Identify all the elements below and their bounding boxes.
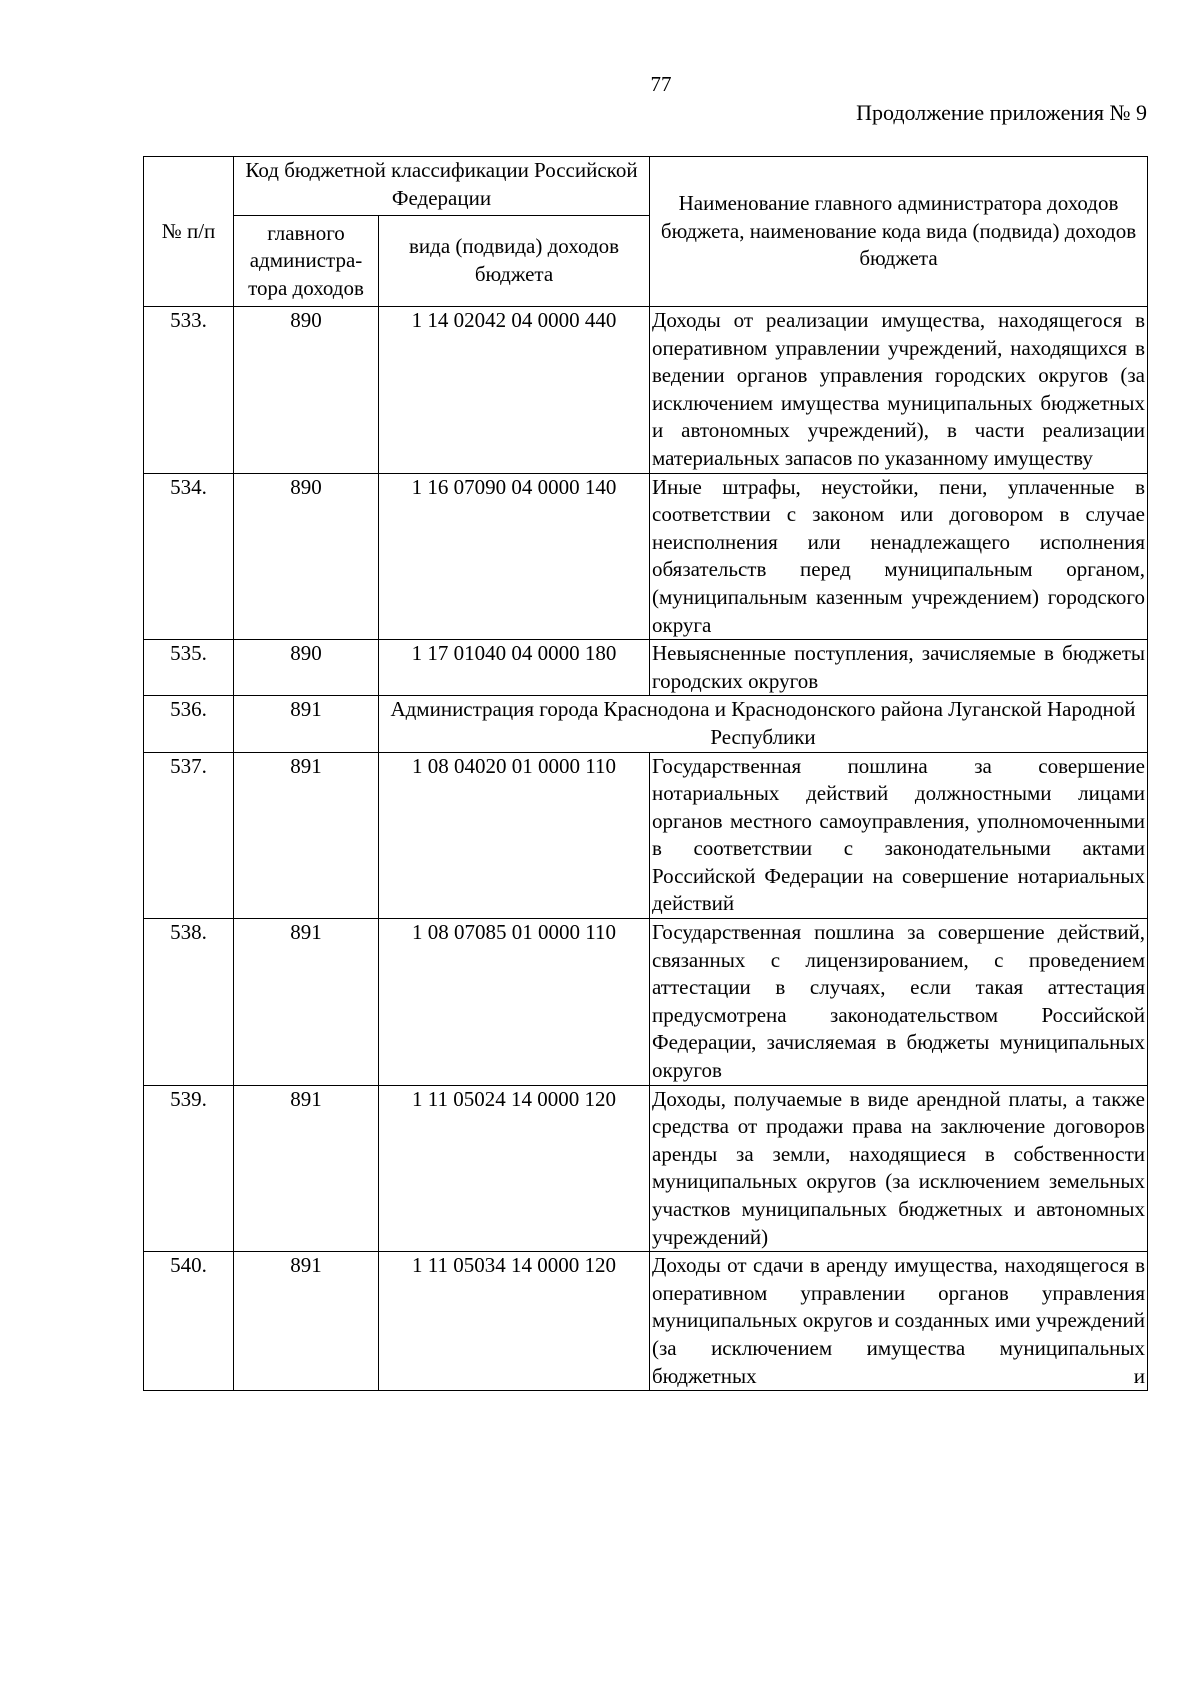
- row-admin-code: 891: [234, 752, 379, 919]
- row-kbk-code: 1 11 05024 14 0000 120: [379, 1085, 650, 1252]
- row-name: Доходы от реализации имущества, находящегося в оперативном управлении учреждений, находящихся в ведении органов управления городских округов (за исключением имущества муниципальных бюджетных и автономных учреждений), в части реализации материальных запасов по указанному имуществу: [650, 307, 1148, 474]
- row-name: Доходы от сдачи в аренду имущества, находящегося в оперативном управлении органов управления муниципальных округов и созданных ими учреждений (за исключением имущества муниципальных бюджетных и: [650, 1252, 1148, 1391]
- table-row: [144, 919, 1148, 1086]
- table-row: [144, 473, 1148, 640]
- header-name: Наименование главного администратора доходов бюджета, наименование кода вида (подвида) доходов бюджета: [650, 157, 1148, 307]
- row-kbk-code: 1 08 04020 01 0000 110: [379, 752, 650, 919]
- row-admin-code: 891: [234, 696, 379, 752]
- row-admin-code: 891: [234, 919, 379, 1086]
- row-admin-code: 891: [234, 1252, 379, 1391]
- row-number: 538.: [144, 919, 234, 1086]
- table-row: [144, 752, 1148, 919]
- table-row: [144, 1085, 1148, 1252]
- row-number: 536.: [144, 696, 234, 752]
- row-kbk-code: 1 16 07090 04 0000 140: [379, 473, 650, 640]
- row-kbk-code: 1 14 02042 04 0000 440: [379, 307, 650, 474]
- table-row: [144, 640, 1148, 696]
- row-kbk-code: 1 11 05034 14 0000 120: [379, 1252, 650, 1391]
- header-admin: главного администра-тора доходов: [234, 216, 379, 307]
- header-kind: вида (подвида) доходов бюджета: [379, 216, 650, 307]
- appendix-continuation-note: Продолжение приложения № 9: [856, 100, 1147, 125]
- row-admin-code: 890: [234, 307, 379, 474]
- table-header-row: [144, 157, 1148, 216]
- row-kbk-code: 1 17 01040 04 0000 180: [379, 640, 650, 696]
- row-number: 537.: [144, 752, 234, 919]
- row-name: Иные штрафы, неустойки, пени, уплаченные в соответствии с законом или договором в случае неисполнения или ненадлежащего исполнения обязательств перед муниципальным органом, (муниципальным казенным учреждением) городского округа: [650, 473, 1148, 640]
- revenue-codes-table: [143, 156, 1148, 1391]
- row-number: 535.: [144, 640, 234, 696]
- row-number: 539.: [144, 1085, 234, 1252]
- row-name: Государственная пошлина за совершение действий, связанных с лицензированием, с проведением аттестации в случаях, если такая аттестация предусмотрена законодательством Российской Федерации, зачисляемая в бюджеты муниципальных округов: [650, 919, 1148, 1086]
- table-row-organization: [144, 696, 1148, 752]
- header-kbk-group: Код бюджетной классификации Российской Федерации: [234, 157, 650, 216]
- row-number: 534.: [144, 473, 234, 640]
- administrator-name: Администрация города Краснодона и Краснодонского района Луганской Народной Республики: [379, 696, 1148, 752]
- header-number: № п/п: [144, 157, 234, 307]
- row-number: 540.: [144, 1252, 234, 1391]
- page-number: 77: [650, 72, 672, 96]
- table-row: [144, 1252, 1148, 1391]
- row-name: Государственная пошлина за совершение нотариальных действий должностными лицами органов местного самоуправления, уполномоченными в соответствии с законодательными актами Российской Федерации на совершение нотариальных действий: [650, 752, 1148, 919]
- table-row: [144, 307, 1148, 474]
- row-name: Невыясненные поступления, зачисляемые в бюджеты городских округов: [650, 640, 1148, 696]
- row-kbk-code: 1 08 07085 01 0000 110: [379, 919, 650, 1086]
- row-admin-code: 890: [234, 640, 379, 696]
- row-admin-code: 891: [234, 1085, 379, 1252]
- row-number: 533.: [144, 307, 234, 474]
- row-admin-code: 890: [234, 473, 379, 640]
- row-name: Доходы, получаемые в виде арендной платы, а также средства от продажи права на заключение договоров аренды за земли, находящиеся в собственности муниципальных округов (за исключением земельных участков муниципальных бюджетных и автономных учреждений): [650, 1085, 1148, 1252]
